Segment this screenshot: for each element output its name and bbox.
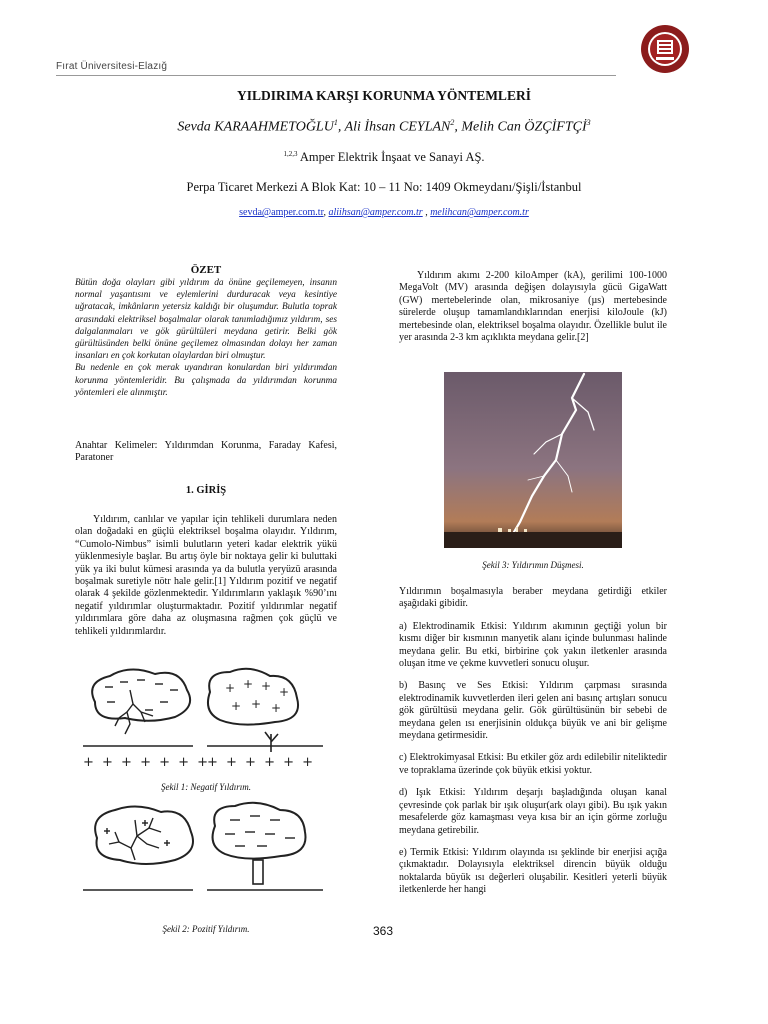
svg-text:+: + — [251, 697, 262, 711]
affiliation: $^{1,2,3}$ Amper Elektrik İnşaat ve Sanayi AŞ. — [283, 150, 485, 165]
abstract-text — [75, 277, 337, 399]
email-link[interactable]: sevda@amper.com.tr — [239, 207, 324, 218]
svg-text:+: + — [279, 685, 290, 699]
keywords: Anahtar Kelimeler: Yıldırımdan Korunma, Faraday Kafesi, Paratoner — [75, 440, 337, 464]
abstract-paragraph: Bütün doğa olayları gibi yıldırım da önüne geçilemeyen, insanın normal yaşantısını ve eylemlerini durduracak veya kesintiye uğratacak, imkânların yetersiz kaldığı bir oluşumdur. Bulutla toprak arasındaki elektriksel boşalmalar olarak tanımladığımız yıldırım, ses dalgalanmaları ve gök gürültüleri meydana getirir. Belki gök gürültüsünden belki önüne geçilemez olmasından dolayı her zaman insanları en çok korkutan olaylardan biri olmuştur. — [75, 278, 337, 362]
abstract-heading: ÖZET — [190, 264, 222, 276]
figure-2-caption: Şekil 2: Pozitif Yıldırım. — [162, 924, 250, 934]
svg-text:+: + — [231, 699, 242, 713]
author-name: Melih Can ÖZÇİFTÇİ — [461, 119, 587, 135]
author-list: Sevda KARAAHMETOĞLU$^1$, Ali İhsan CEYLAN$^2$, Melih Can ÖZÇİFTÇİ$^3$ — [177, 118, 591, 135]
charge-row: + + + + + + + — [83, 755, 211, 770]
section-heading: 1. GİRİŞ — [185, 485, 227, 496]
effect-paragraph: b) Basınç ve Ses Etkisi: Yıldırım çarpması sırasında elektrodinamik kuvvetlerden ileri gelen ani basınç artışları sonucu gök gürültüsü meydana gelir. Gök gürültüsünün bir sebebi de meydana gelen ısı enerjisinin oldukça büyük ve ani bir gelişme meydana getirmesidir. — [399, 680, 667, 742]
email-link[interactable]: aliihsan@amper.com.tr — [328, 207, 423, 218]
university-logo — [640, 24, 690, 74]
email-list: sevda@amper.com.tr, aliihsan@amper.com.tr , melihcan@amper.com.tr — [239, 207, 529, 218]
effect-paragraph: e) Termik Etkisi: Yıldırım olayında ısı şeklinde bir enerjisi açığa çıkmaktadır. Dolayısıyla elektriksel direncin büyük olduğu noktalarda büyük ısı değerleri oluşabilir. Kesitleri yeterli büyük iletkenlerde her hangi — [399, 846, 667, 896]
positive-lightning-figure — [75, 798, 337, 918]
abstract-paragraph: Bu nedenle en çok merak uyandıran konulardan biri yıldırımdan korunma yöntemleridir. Bu çalışmada da yıldırımdan korunma yöntemleri ele alınmıştır. — [75, 363, 337, 398]
header-divider — [56, 75, 616, 76]
effect-paragraph: a) Elektrodinamik Etkisi: Yıldırım akımının geçtiği yolun bir kısmı diğer bir kısmının manyetik alanı içinde bulunması halinde meydana gelir. Bu etki, birbirine çok yakın iletkenler arasında oluşan itme ve çekme kuvvetleri sonucu oluşur. — [399, 620, 667, 670]
effect-paragraph: c) Elektrokimyasal Etkisi: Bu etkiler göz ardı edilebilir niteliktedir ve topraklama üzerinde çok büyük etkisi yoktur. — [399, 752, 667, 776]
negative-lightning-figure — [75, 662, 337, 772]
author-name: Sevda KARAAHMETOĞLU — [177, 119, 334, 135]
svg-text:+: + — [271, 701, 282, 715]
author-name: Ali İhsan CEYLAN — [344, 119, 451, 135]
effect-paragraph: d) Işık Etkisi: Yıldırım deşarjı başladığında oluşan kanal çevresinde çok parlak bir ışık oluşur(ark olayı gibi). Bu ışık yakın mesafelerde göz kamaşması veya kısa bir an için görme zorluğu meydana getirebilir. — [399, 787, 667, 836]
institution-header: Fırat Üniversitesi-Elazığ — [56, 61, 168, 72]
right-column-intro: Yıldırım akımı 2-200 kiloAmper (kA), gerilimi 100-1000 MegaVolt (MV) arasında değişen dolayısıyla gücü GigaWatt (GW) mertebelerinde olan, mikrosaniye (µs) mertebesinde sürelerde oluşup tamamlandıklarından enerjisi kiloJoule (kJ) mertebesinde olan, elektriksel boşalma olayıdır. Özellikle bulut ile yer arasında 2-3 km açıklıkta meydana gelir.[2] — [399, 270, 667, 344]
figure-3-caption: Şekil 3: Yıldırımın Düşmesi. — [482, 560, 584, 570]
introduction-text: Yıldırım, canlılar ve yapılar için tehlikeli durumlara neden olan doğadaki en güçlü elektriksel boşalma olayıdır. Yıldırım, “Cumolo-Nimbus” isimli bulutların yeteri kadar elektrik yükü yüklenmesiyle başlar. Bu artış öyle bir noktaya gelir ki buluttaki yük ya iki bulut kümesi arasında ya da bulutla yeryüzü arasında boşalmak suretiyle nötr hale gelir.[1] Yıldırım pozitif ve negatif olarak 4 şekilde gözlenmektedir. Yıldırımların yaklaşık %90’ını negatif yıldırımlar oluşturmaktadır. Pozitif yıldırımlar negatif yıldırımlara göre daha az oluşmasına rağmen çok güçlü ve tehlikeli yıldırımlardır. — [75, 514, 337, 637]
svg-text:+: + — [261, 679, 272, 693]
svg-text:+: + — [225, 681, 236, 695]
figure-1-caption: Şekil 1: Negatif Yıldırım. — [161, 782, 251, 792]
charge-row: + + + + + + — [207, 755, 316, 770]
paper-title: YILDIRIMA KARŞI KORUNMA YÖNTEMLERİ — [237, 88, 531, 103]
svg-text:+: + — [243, 677, 254, 691]
lightning-photo — [444, 372, 622, 548]
address: Perpa Ticaret Merkezi A Blok Kat: 10 – 11 No: 1409 Okmeydanı/Şişli/İstanbul — [186, 180, 582, 194]
right-column-effects: Yıldırımın boşalmasıyla beraber meydana getirdiği etkiler aşağıdaki gibidir. a) Elektrodinamik Etkisi: Yıldırım akımının geçtiği yolun bir kısmı diğer bir kısmının manyetik alanı içinde bulunması halinde meydana gelir. Bu etki, birbirine çok yakın iletkenler arasında oluşan itme ve çekme kuvvetleri sonucu oluşur. b) Basınç ve Ses Etkisi: Yıldırım çarpması sırasında elektrodinamik kuvvetlerden ileri gelen ani basınç artışları sonucu gök gürültüsü meydana gelir. Gök gürültüsünün bir sebebi de meydana gelen ısı enerjisinin oldukça büyük ve ani bir gelişme meydana getirmesidir. c) Elektrokimyasal Etkisi: Bu etkiler göz ardı edilebilir niteliktedir ve topraklama üzerinde çok büyük etkisi yoktur. d) Işık Etkisi: Yıldırım deşarjı başladığında oluşan kanal çevresinde çok parlak bir ışık oluşur(ark olayı gibi). Bu ışık yakın mesafelerde göz kamaşması veya kısa bir an için görme zorluğu meydana getirebilir. e) Termik Etkisi: Yıldırım olayında ısı şeklinde bir enerjisi açığa çıkmaktadır. Dolayısıyla elektriksel direncin büyük olduğu noktalarda büyük ısı değerleri oluşabilir. Kesitleri yeterli büyük iletkenlerde her hangi — [399, 586, 667, 896]
email-link[interactable]: melihcan@amper.com.tr — [430, 207, 529, 218]
page-number: 363 — [373, 924, 394, 938]
